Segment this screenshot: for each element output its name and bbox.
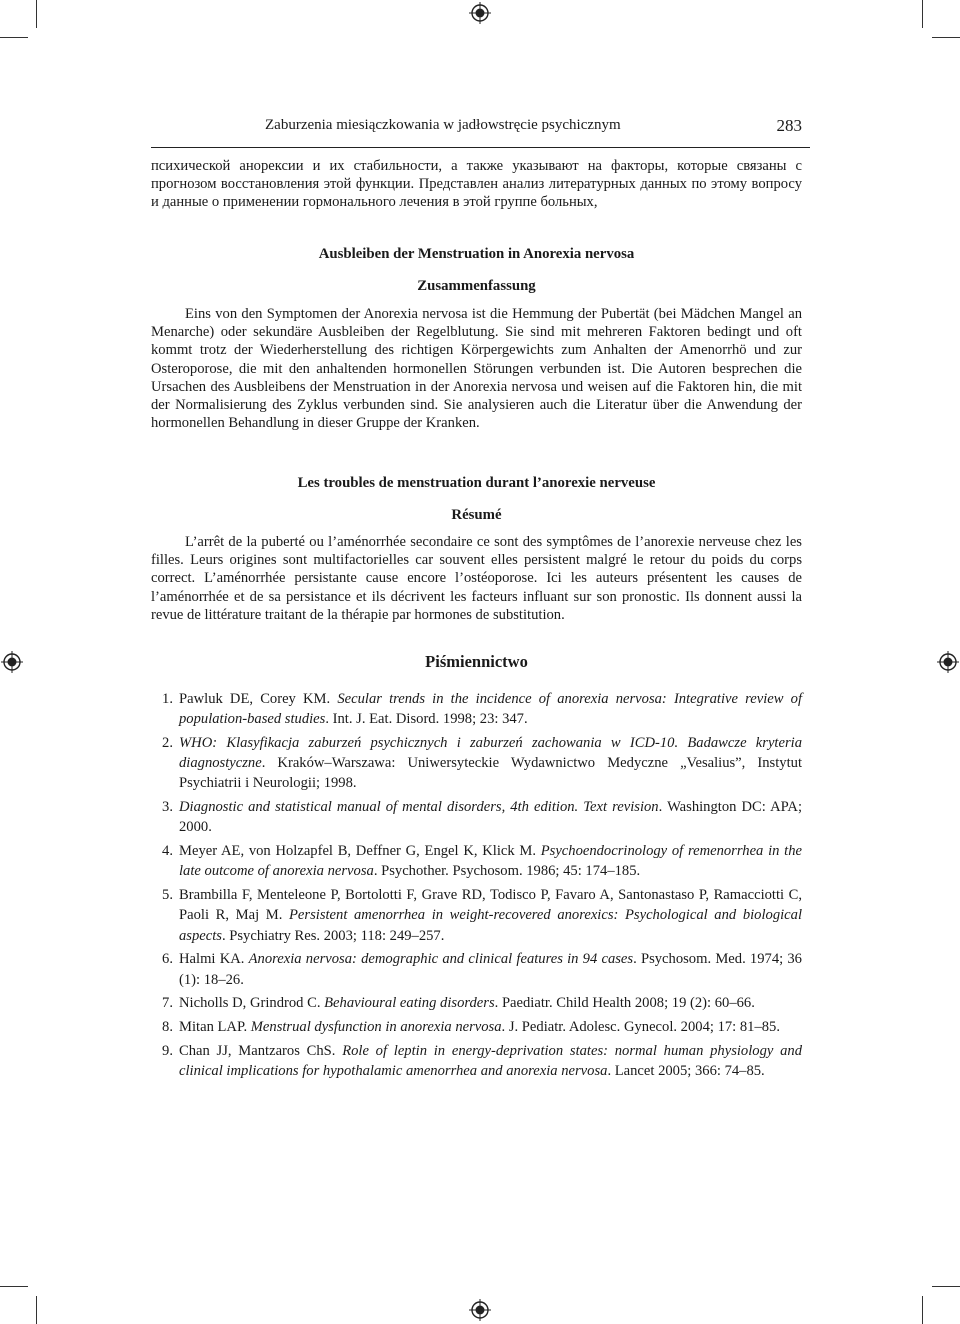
crop-mark-top-right-h: [932, 37, 960, 38]
reference-authors: Pawluk DE, Corey KM.: [179, 691, 338, 707]
reference-title: Secular trends in the incidence of anorexia nervosa: Integrative review of population-based studies: [179, 691, 802, 728]
reference-source: . Int. J. Eat. Disord. 1998; 23: 347.: [325, 711, 528, 728]
reference-source: . Lancet 2005; 366: 74–85.: [607, 1063, 765, 1080]
reference-source: . Psychosom. Med. 1974; 36 (1): 18–26.: [179, 951, 802, 988]
reference-source: . Washington DC: APA; 2000.: [179, 799, 802, 836]
crop-mark-bottom-right-h: [932, 1286, 960, 1287]
crop-mark-top-left-h: [0, 37, 28, 38]
reference-authors: Brambilla F, Menteleone P, Bortolotti F, Grave RD, Todisco P, Favaro A, Santonastaso P, Ramacciotti C, Paoli R, Maj M.: [179, 887, 802, 924]
french-title: Les troubles de menstruation durant l’anorexie nerveuse: [297, 475, 656, 491]
registration-mark-bottom-icon: [469, 1299, 491, 1321]
reference-item: [151, 689, 802, 729]
registration-mark-right-icon: [937, 651, 959, 673]
reference-item: [151, 1041, 802, 1081]
registration-mark-top-icon: [469, 2, 491, 24]
reference-number: 7.: [162, 995, 173, 1012]
reference-authors: Meyer AE, von Holzapfel B, Deffner G, Engel K, Klick M.: [179, 843, 541, 860]
reference-number: 4.: [162, 843, 173, 860]
reference-title: Role of leptin in energy-deprivation states: normal human physiology and clinical implications for hypothalamic amenorrhea and anorexia nervosa: [179, 1043, 802, 1080]
reference-authors: Nicholls D, Grindrod C.: [179, 995, 325, 1012]
reference-source: . J. Pediatr. Adolesc. Gynecol. 2004; 17: 81–85.: [501, 1019, 781, 1036]
russian-summary-block: [151, 157, 802, 212]
reference-authors: Mitan LAP.: [179, 1019, 251, 1036]
crop-mark-bottom-left-h: [0, 1286, 28, 1287]
reference-source: . Kraków–Warszawa: Uniwersyteckie Wydawnictwo Medyczne „Vesalius”, Instytut Psychiatrii i Neurologii; 1998.: [179, 755, 802, 792]
reference-number: 8.: [162, 1019, 173, 1036]
reference-title: Diagnostic and statistical manual of mental disorders, 4th edition. Text revision: [179, 799, 659, 816]
reference-title: WHO: Klasyfikacja zaburzeń psychicznych i zaburzeń zachowania w ICD-10. Badawcze kryteria diagnostyczne: [179, 735, 802, 772]
references-heading: Piśmiennictwo: [425, 652, 528, 671]
reference-title: Anorexia nervosa: demographic and clinical features in 94 cases: [248, 951, 634, 968]
reference-item: [151, 1017, 802, 1037]
reference-source: . Paediatr. Child Health 2008; 19 (2): 60–66.: [494, 995, 755, 1012]
reference-number: 2.: [162, 735, 173, 751]
reference-number: 5.: [162, 887, 173, 904]
reference-source: . Psychother. Psychosom. 1986; 45: 174–185.: [373, 863, 641, 880]
reference-item: [151, 797, 802, 837]
reference-item: [151, 993, 802, 1013]
reference-number: 6.: [162, 951, 173, 968]
crop-mark-top-right-v: [922, 0, 923, 28]
reference-number: 1.: [162, 691, 173, 707]
reference-title: Behavioural eating disorders: [324, 995, 495, 1012]
registration-mark-left-icon: [1, 651, 23, 673]
references-list: [151, 689, 802, 1085]
french-subtitle: Résumé: [451, 507, 502, 523]
reference-item: [151, 949, 802, 989]
reference-title: Psychoendocrinology of remenorrhea in the late outcome of anorexia nervosa: [179, 843, 802, 880]
crop-mark-bottom-left-v: [36, 1296, 37, 1324]
german-summary-block: [151, 305, 802, 432]
header-rule: [151, 147, 810, 148]
french-summary-text: L’arrêt de la puberté ou l’aménorrhée secondaire ce sont des symptômes de l’anorexie nerveuse chez les filles. Leurs origines sont multifactorielles car souvent elles persistent malgré le retour du poids du corps correct. L’aménorrhée persistante cause encore l’ostéoporose. Ici les auteurs présentent les causes de l’aménorrhée et de sa persistance et ils décrivent les facteurs influant sur son pronostic. Ils donnent aussi la revue de littérature traitant de la thérapie par hormones de substitution.: [151, 534, 802, 623]
reference-authors: Halmi KA.: [179, 951, 249, 968]
reference-source: . Psychiatry Res. 2003; 118: 249–257.: [221, 927, 445, 944]
reference-item: [151, 885, 802, 946]
reference-title: Persistent amenorrhea in weight-recovered anorexics: Psychological and biological aspects: [179, 907, 802, 944]
reference-authors: Chan JJ, Mantzaros ChS.: [179, 1043, 343, 1059]
page-number: 283: [776, 116, 802, 135]
running-title: Zaburzenia miesiączkowania w jadłowstręcie psychicznym: [265, 117, 621, 133]
german-subtitle: Zusammenfassung: [417, 278, 536, 294]
crop-mark-top-left-v: [36, 0, 37, 28]
reference-number: 3.: [162, 799, 173, 816]
german-title: Ausbleiben der Menstruation in Anorexia nervosa: [318, 246, 635, 262]
reference-item: [151, 841, 802, 881]
reference-item: [151, 733, 802, 794]
reference-number: 9.: [162, 1043, 173, 1059]
reference-title: Menstrual dysfunction in anorexia nervosa: [250, 1019, 502, 1036]
russian-summary-text: психической анорексии и их стабильности, а также указывают на факторы, которые связаны с прогнозом восстановления этой функции. Представлен анализ литературных данных по этому вопросу и данные о применении гормонального лечения в этой группе больных,: [151, 158, 802, 211]
crop-mark-bottom-right-v: [922, 1296, 923, 1324]
french-summary-block: [151, 533, 802, 624]
german-summary-text: Eins von den Symptomen der Anorexia nervosa ist die Hemmung der Pubertät (bei Mädchen Mangel an Menarche) oder sekundäre Ausbleiben der Regelblutung. Sie sind mit mehreren Faktoren bedingt und oft kommt trotz der Wiederherstellung des richtigen Körpergewichts zum Anhalten der Amenorrhö und zur Osteroporose, die mit den anhaltenden hormonellen Störungen verbunden ist. Die Autoren besprechen die Ursachen des Ausbleibens der Menstruation in der Anorexia nervosa und weisen auf die Faktoren hin, die mit der Normalisierung des Zyklus verbunden sind. Sie analysieren auch die Literatur über die Anwendung der hormonellen Behandlung in dieser Gruppe der Kranken.: [151, 306, 802, 432]
